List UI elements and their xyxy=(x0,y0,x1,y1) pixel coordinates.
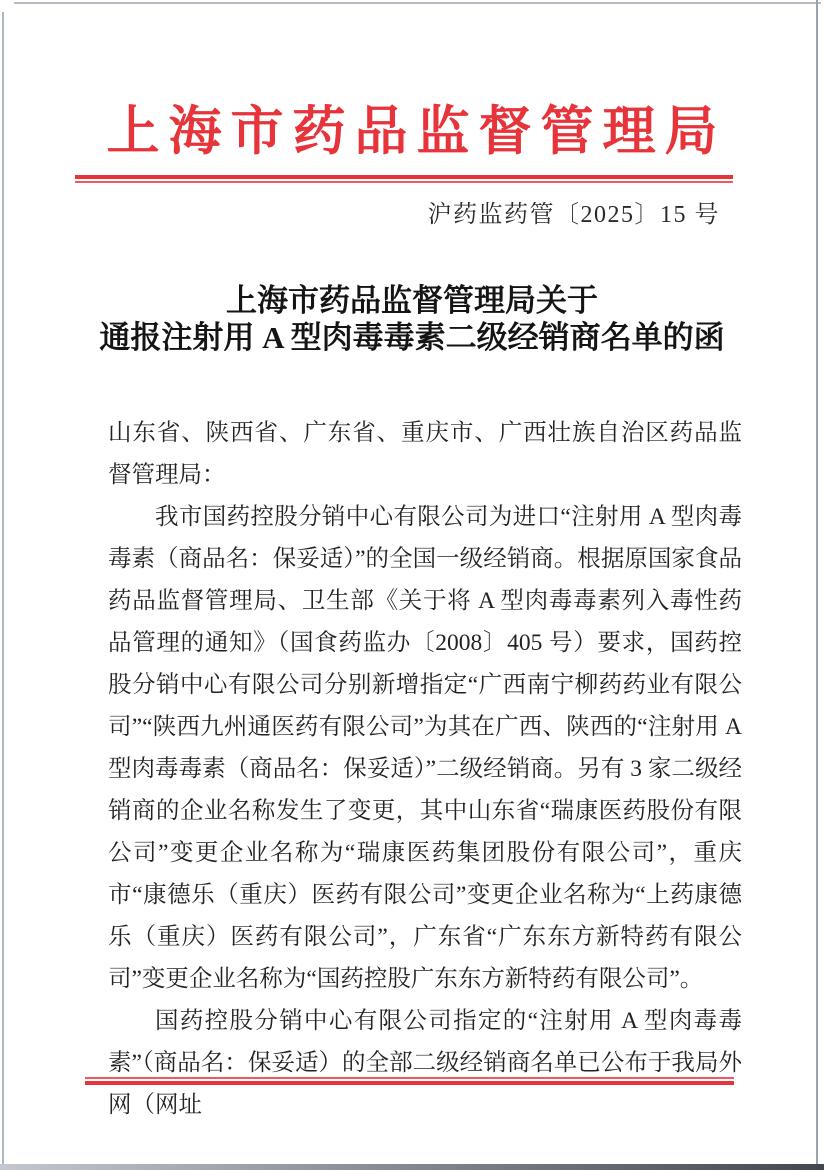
letterhead-red-rule-thin xyxy=(75,181,733,183)
scan-edge-bottom xyxy=(0,1164,824,1170)
document-body xyxy=(108,412,742,1126)
document-title-line1: 上海市药品监督管理局关于 xyxy=(226,283,598,318)
letterhead-red-rule xyxy=(75,175,733,183)
letterhead-agency-name: 上海市药品监督管理局 xyxy=(106,103,727,161)
document-title xyxy=(0,282,824,356)
salutation: 山东省、陕西省、广东省、重庆市、广西壮族自治区药品监督管理局： xyxy=(108,420,742,488)
scan-edge-top xyxy=(14,2,821,4)
scan-edge-right xyxy=(816,0,818,1164)
footer-red-rule-thick xyxy=(85,1081,734,1085)
footer-red-rule xyxy=(85,1077,734,1085)
document-number: 沪药监药管〔2025〕15 号 xyxy=(427,202,720,228)
document-title-line2: 通报注射用 A 型肉毒毒素二级经销商名单的函 xyxy=(99,320,725,355)
body-paragraph-1: 我市国药控股分销中心有限公司为进口“注射用 A 型肉毒毒素（商品名：保妥适）”的全国一级经销商。根据原国家食品药品监督管理局、卫生部《关于将 A 型肉毒毒素列入毒性药品管理的通知》（国食药监办〔2008〕405 号）要求，国药控股分销中心有限公司分别新增指定“广西南宁柳药药业有限公司”“陕西九州通医药有限公司”为其在广西、陕西的“注射用 A 型肉毒毒素（商品名：保妥适）”二级经销商。另有 3 家二级经销商的企业名称发生了变更，其中山东省“瑞康医药股份有限公司”变更企业名称为“瑞康医药集团股份有限公司”，重庆市“康德乐（重庆）医药有限公司”变更企业名称为“上药康德乐（重庆）医药有限公司”，广东省“广东东方新特药有限公司”变更企业名称为“国药控股广东东方新特药有限公司”。 xyxy=(108,504,742,992)
body-paragraph-2: 国药控股分销中心有限公司指定的“注射用 A 型肉毒毒素”（商品名：保妥适）的全部二级经销商名单已公布于我局外网（网址 xyxy=(108,1008,742,1118)
scan-edge-left xyxy=(2,12,4,1164)
